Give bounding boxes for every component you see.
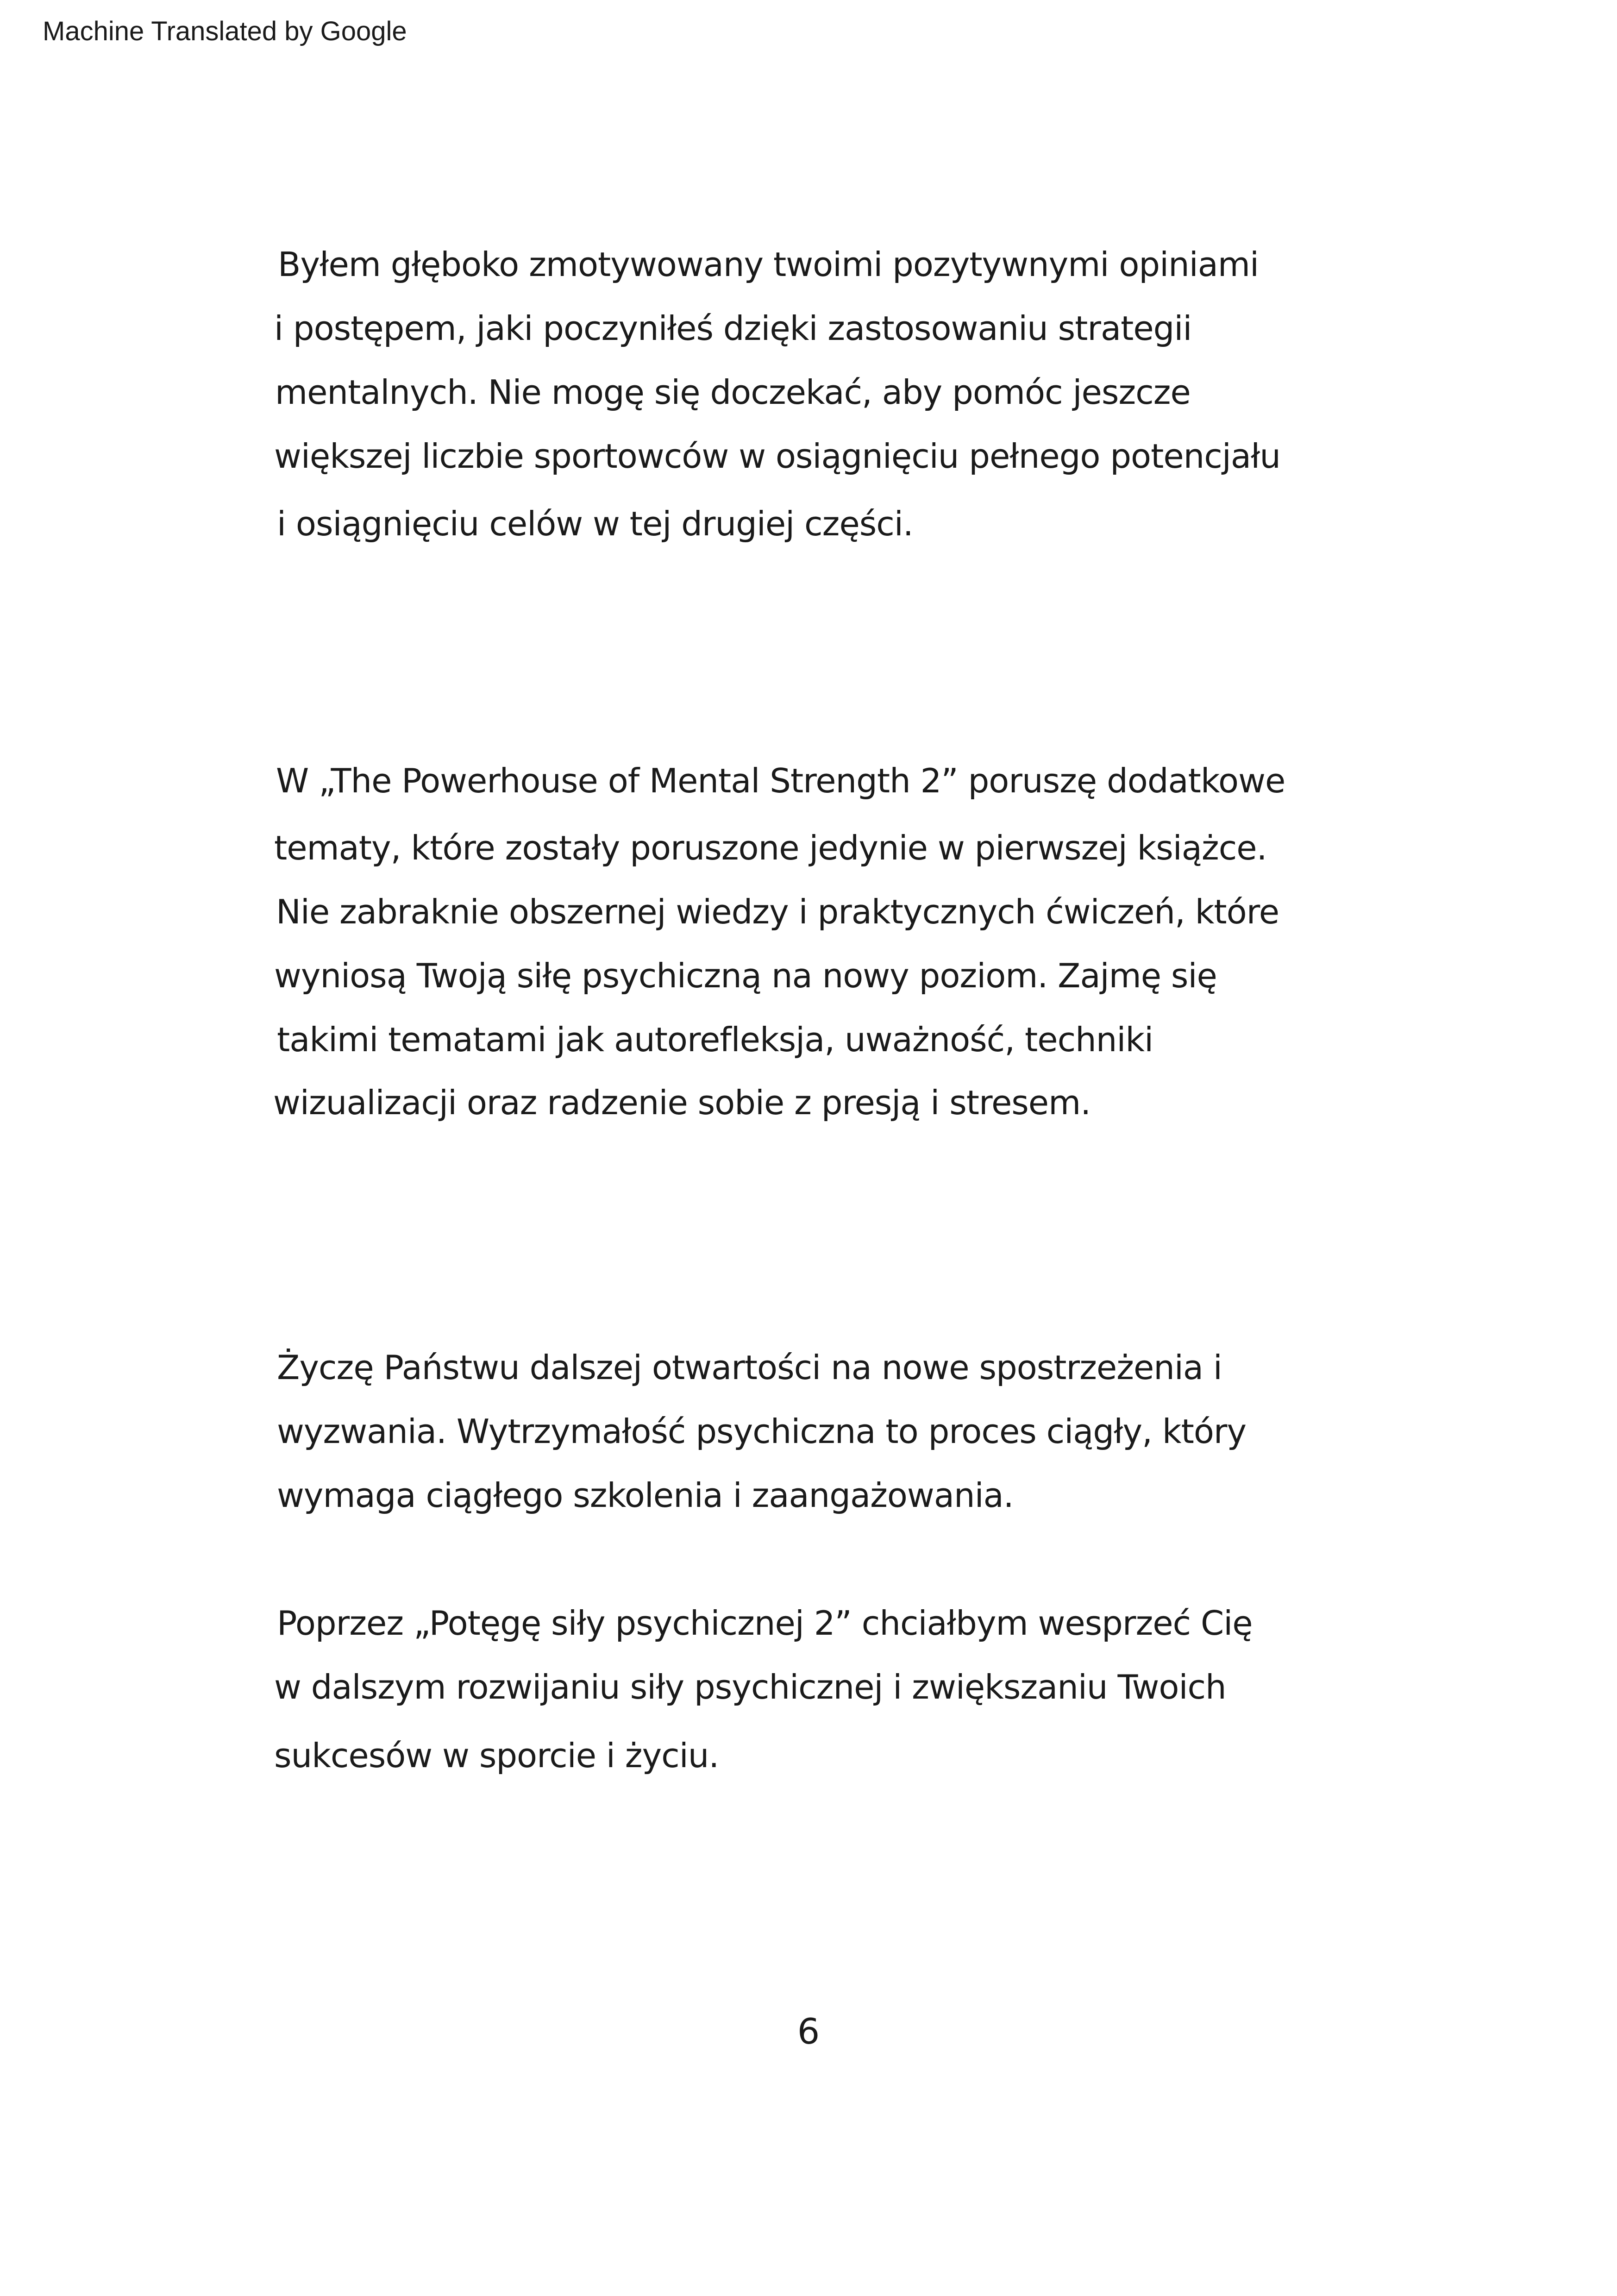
paragraph-1-line-4: większej liczbie sportowców w osiągnięciu pełnego potencjału bbox=[274, 437, 1281, 476]
paragraph-3-line-3: wymaga ciągłego szkolenia i zaangażowania. bbox=[277, 1476, 1014, 1515]
paragraph-4-line-1: Poprzez „Potęgę siły psychicznej 2” chciałbym wesprzeć Cię bbox=[277, 1604, 1253, 1643]
paragraph-2-line-4: wyniosą Twoją siłę psychiczną na nowy poziom. Zajmę się bbox=[274, 956, 1217, 995]
page-number: 6 bbox=[797, 2011, 820, 2052]
paragraph-4-line-2: w dalszym rozwijaniu siły psychicznej i zwiększaniu Twoich bbox=[274, 1668, 1226, 1706]
paragraph-1-line-2: i postępem, jaki poczyniłeś dzięki zastosowaniu strategii bbox=[274, 309, 1192, 348]
paragraph-2-line-3: Nie zabraknie obszernej wiedzy i praktycznych ćwiczeń, które bbox=[276, 892, 1279, 931]
paragraph-4-line-3: sukcesów w sporcie i życiu. bbox=[274, 1736, 719, 1775]
paragraph-1-line-1: Byłem głęboko zmotywowany twoimi pozytywnymi opiniami bbox=[278, 245, 1259, 284]
machine-translation-banner: Machine Translated by Google bbox=[43, 16, 407, 46]
paragraph-3-line-2: wyzwania. Wytrzymałość psychiczna to proces ciągły, który bbox=[277, 1412, 1247, 1451]
paragraph-2-line-1: W „The Powerhouse of Mental Strength 2” poruszę dodatkowe bbox=[276, 761, 1285, 800]
paragraph-1-line-3: mentalnych. Nie mogę się doczekać, aby pomóc jeszcze bbox=[275, 373, 1191, 412]
paragraph-1-line-5: i osiągnięciu celów w tej drugiej części. bbox=[277, 504, 913, 543]
paragraph-2-line-2: tematy, które zostały poruszone jedynie w pierwszej książce. bbox=[274, 828, 1267, 867]
paragraph-2-line-5: takimi tematami jak autorefleksja, uważność, techniki bbox=[277, 1020, 1153, 1059]
paragraph-3-line-1: Życzę Państwu dalszej otwartości na nowe spostrzeżenia i bbox=[277, 1348, 1222, 1387]
paragraph-2-line-6: wizualizacji oraz radzenie sobie z presją i stresem. bbox=[273, 1083, 1091, 1122]
